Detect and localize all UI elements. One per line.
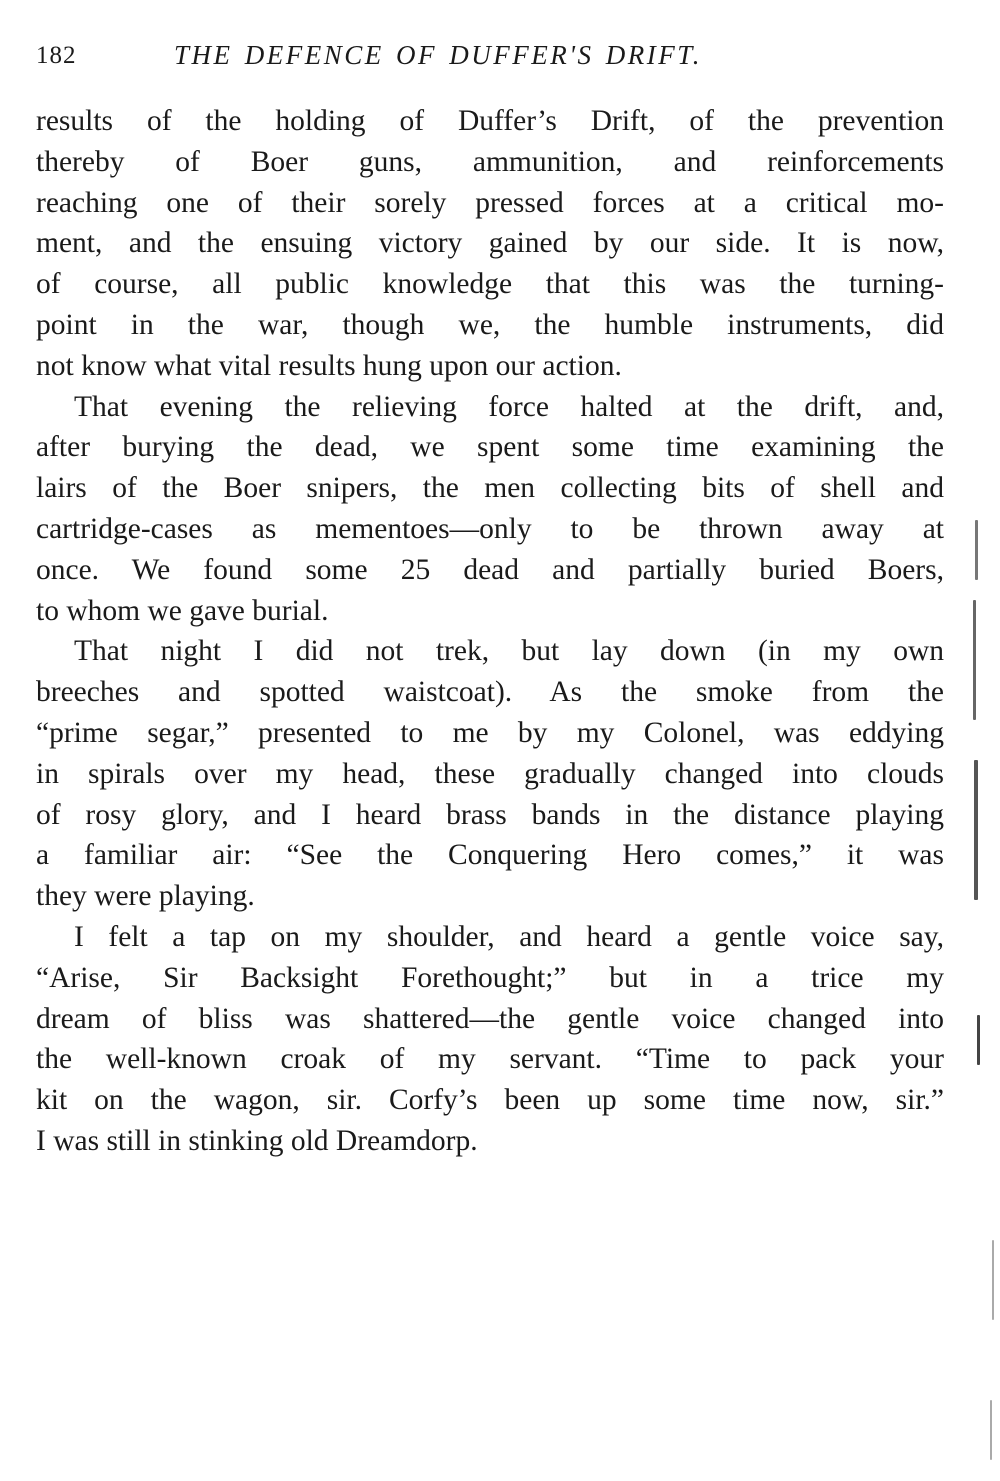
paragraph-4 — [36, 917, 944, 1162]
scan-speck — [977, 1015, 980, 1065]
text-line: “Arise, Sir Backsight Forethought;” but in a trice my — [36, 961, 944, 994]
paragraph-3 — [36, 631, 944, 917]
text-line: lairs of the Boer snipers, the men collecting bits of shell and — [36, 472, 944, 505]
running-head — [36, 38, 956, 78]
text-line: to whom we gave burial. — [36, 594, 329, 627]
text-line: not know what vital results hung upon our action. — [36, 349, 622, 382]
text-line: the well-known croak of my servant. “Time to pack your — [36, 1043, 944, 1076]
text-line: in spirals over my head, these gradually changed into clouds — [36, 757, 944, 790]
text-line: That night I did not trek, but lay down (in my own — [74, 635, 944, 668]
text-line: once. We found some 25 dead and partially buried Boers, — [36, 553, 944, 586]
page-number: 182 — [36, 42, 77, 69]
scan-speck — [973, 600, 976, 720]
body-text — [36, 101, 944, 1162]
paragraph-1 — [36, 101, 944, 387]
running-title: THE DEFENCE OF DUFFER'S DRIFT. — [174, 40, 702, 70]
text-line: of course, all public knowledge that this was the turning- — [36, 268, 944, 301]
text-line: I was still in stinking old Dreamdorp. — [36, 1124, 478, 1157]
text-line: I felt a tap on my shoulder, and heard a gentle voice say, — [74, 920, 944, 953]
text-line: of rosy glory, and I heard brass bands in the distance playing — [36, 798, 944, 831]
text-line: kit on the wagon, sir. Corfy’s been up some time now, sir.” — [36, 1084, 944, 1117]
scan-edge-artifact — [970, 0, 1000, 1481]
text-line: cartridge-cases as mementoes—only to be thrown away at — [36, 512, 944, 545]
text-line: breeches and spotted waistcoat). As the smoke from the — [36, 676, 944, 709]
text-line: “prime segar,” presented to me by my Colonel, was eddying — [36, 716, 944, 749]
text-line: a familiar air: “See the Conquering Hero comes,” it was — [36, 839, 944, 872]
text-line: point in the war, though we, the humble instruments, did — [36, 308, 944, 341]
text-line: That evening the relieving force halted at the drift, and, — [74, 390, 944, 423]
text-line: ment, and the ensuing victory gained by our side. It is now, — [36, 227, 944, 260]
text-line: results of the holding of Duffer’s Drift, of the prevention — [36, 105, 944, 137]
text-line: dream of bliss was shattered—the gentle voice changed into — [36, 1002, 944, 1035]
scan-speck — [975, 520, 978, 580]
text-line: after burying the dead, we spent some time examining the — [36, 431, 944, 464]
text-line: thereby of Boer guns, ammunition, and reinforcements — [36, 145, 944, 178]
scan-speck — [974, 760, 978, 900]
scan-speck — [992, 1240, 994, 1320]
paragraph-2 — [36, 387, 944, 632]
text-line: they were playing. — [36, 880, 255, 913]
scan-speck — [990, 1400, 992, 1460]
text-line: reaching one of their sorely pressed forces at a critical mo- — [36, 186, 944, 219]
